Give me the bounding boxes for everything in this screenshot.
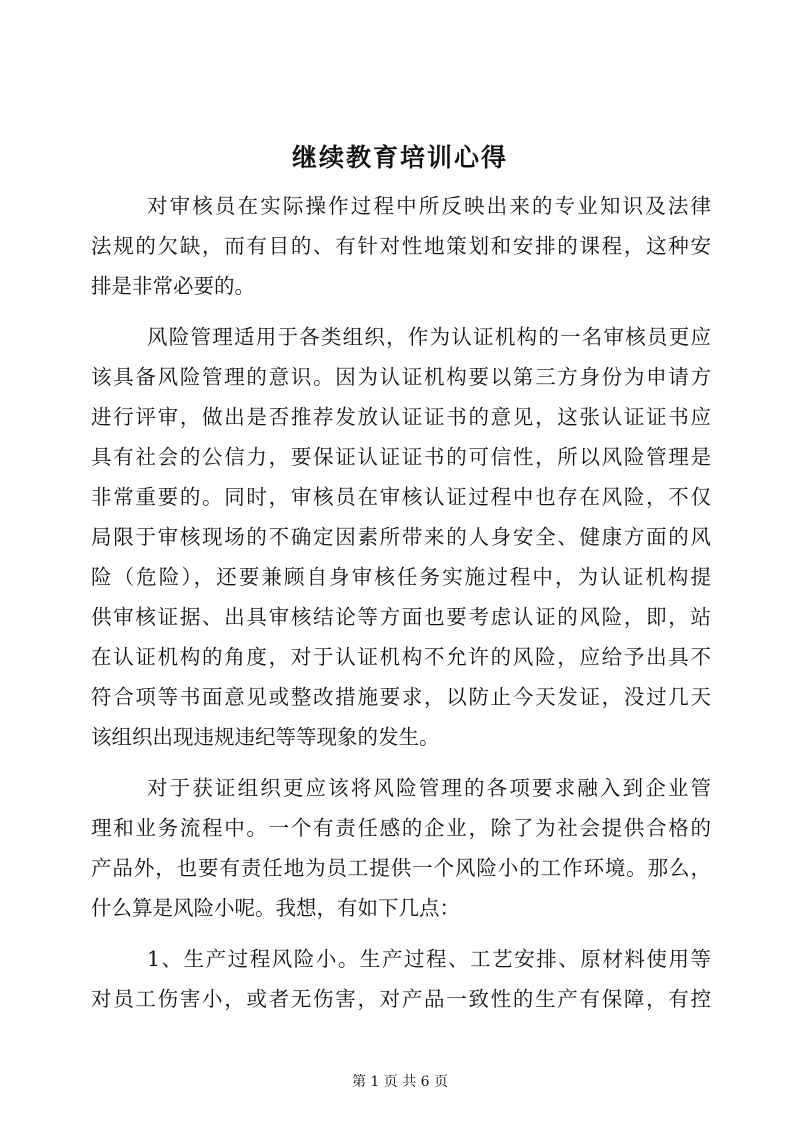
paragraph-spacer — [91, 757, 711, 768]
paragraph-2-line-5: 非常重要的。同时，审核员在审核认证过程中也存在风险，不仅 — [91, 485, 711, 509]
paragraph-1-line-1: 对审核员在实际操作过程中所反映出来的专业知识及法律 — [147, 194, 711, 218]
paragraph-2-line-7: 险（危险），还要兼顾自身审核任务实施过程中，为认证机构提 — [91, 565, 711, 589]
paragraph-spacer — [91, 928, 711, 939]
paragraph-2-line-3: 进行评审，做出是否推荐发放认证证书的意见，这张认证证书应 — [91, 405, 711, 429]
document-body — [91, 186, 711, 1019]
paragraph-1-line-3: 排是非常必要的。 — [91, 274, 255, 298]
page-number-footer: 第 1 页 共 6 页 — [351, 1074, 449, 1090]
document-title: 继续教育培训心得 — [291, 143, 508, 172]
paragraph-2-line-9: 在认证机构的角度，对于认证机构不允许的风险，应给予出具不 — [91, 645, 711, 669]
paragraph-2-line-6: 局限于审核现场的不确定因素所带来的人身安全、健康方面的风 — [91, 525, 711, 549]
paragraph-2-line-1: 风险管理适用于各类组织，作为认证机构的一名审核员更应 — [147, 325, 711, 349]
paragraph-3-line-3: 产品外，也要有责任地为员工提供一个风险小的工作环境。那么， — [91, 856, 711, 880]
paragraph-2-line-8: 供审核证据、出具审核结论等方面也要考虑认证的风险，即，站 — [91, 605, 711, 629]
paragraph-4-line-1: 1、生产过程风险小。生产过程、工艺安排、原材料使用等 — [147, 947, 711, 971]
paragraph-1-line-2: 法规的欠缺，而有目的、有针对性地策划和安排的课程，这种安 — [91, 234, 711, 258]
paragraph-4-line-2: 对员工伤害小，或者无伤害，对产品一致性的生产有保障，有控 — [91, 987, 711, 1011]
paragraph-3-line-1: 对于获证组织更应该将风险管理的各项要求融入到企业管 — [147, 776, 711, 800]
paragraph-spacer — [91, 306, 711, 317]
paragraph-2-line-10: 符合项等书面意见或整改措施要求，以防止今天发证，没过几天 — [91, 685, 711, 709]
paragraph-2-line-4: 具有社会的公信力，要保证认证证书的可信性，所以风险管理是 — [91, 445, 711, 469]
paragraph-2-line-2: 该具备风险管理的意识。因为认证机构要以第三方身份为申请方 — [91, 365, 711, 389]
paragraph-2-line-11: 该组织出现违规违纪等等现象的发生。 — [91, 725, 440, 749]
paragraph-3-line-4: 什么算是风险小呢。我想，有如下几点： — [91, 896, 460, 920]
paragraph-3-line-2: 理和业务流程中。一个有责任感的企业，除了为社会提供合格的 — [91, 816, 711, 840]
